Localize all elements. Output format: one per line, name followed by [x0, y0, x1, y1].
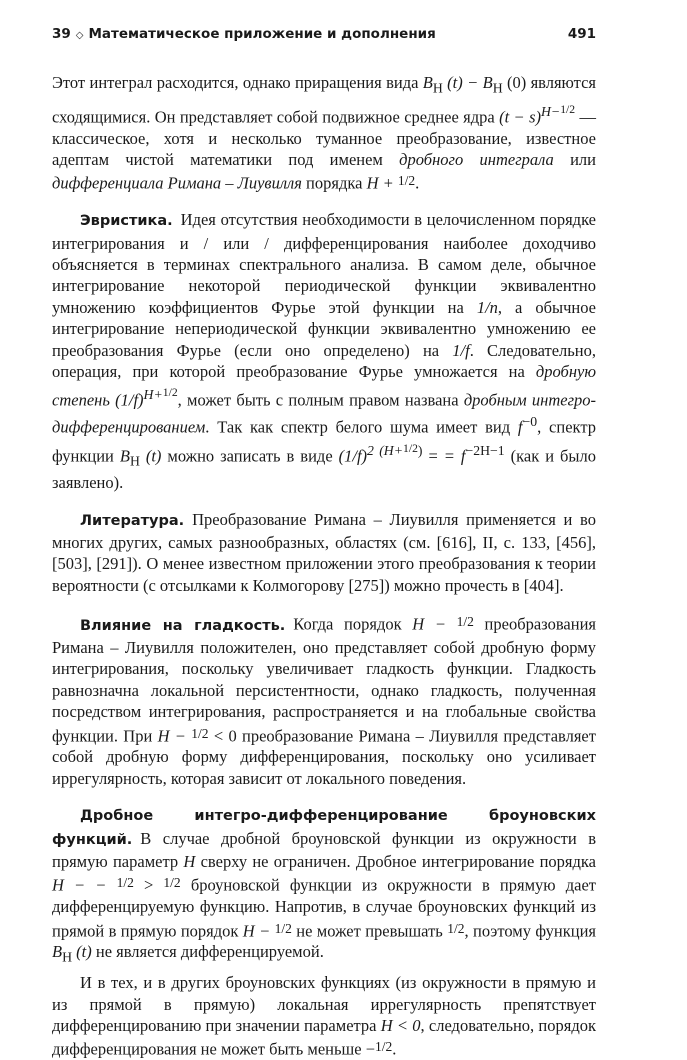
paragraph-heuristics: Эвристика. Идея отсутствия необходимости в целочисленном порядке интегрирования и / или / дифференцирования наиболее доходчиво объясняется в терминах спектрального анализа. В самом деле, обычное интегрирование некоторой периодической функции эквивалентно умножению коэффициентов Фурье этой функции на 1/n, а обычное интегрирование непериодической функции эквивалентно умножению ее преобразования Фурье (если оно определено) на 1/f. Следовательно, операция, при которой преобразование Фурье умножается на дробную степень $(1/f)^{H+^{1/2}}$, может быть с полным правом названа дробным интегро-дифференцированием. Так как спектр белого шума имеет вид $f^{-0}$, спектр функции $B_H$ (t) можно записать в виде $(1/f)^{2 (H+^{1/2})}$ = = $f^{-2H-1}$ (как и было заявлено).	[52, 210, 596, 493]
chapter-number: 39	[52, 26, 71, 42]
page	[52, 26, 596, 1060]
paragraph-final: И в тех, и в других броуновских функциях (из окружности в прямую и из прямой в прямую) локальная иррегулярность препятствует дифференцированию при значении параметра H < 0, следовательно, порядок дифференцирования не может быть меньше −$^{1/2}$.	[52, 973, 596, 1059]
header-left	[52, 26, 436, 42]
page-number: 491	[567, 26, 596, 42]
heuristics-heading: Эвристика.	[80, 213, 173, 230]
paragraph-fractional-brownian: Дробное интегро-дифференцирование броуновских функций. В случае дробной броуновской функции из окружности в прямую параметр H сверху не ограничен. Дробное интегрирование порядка H − − $^{1/2}$ > $^{1/2}$ броуновской функции из окружности в прямую дает дифференцируемую функцию. Напротив, в случае броуновских функций из прямой в прямую порядок H − $^{1/2}$ не может превышать $^{1/2}$, поэтому функция $B_H$ (t) не является дифференцируемой.	[52, 808, 597, 965]
paragraph-smoothness: Влияние на гладкость. Когда порядок H − $^{1/2}$ преобразования Римана – Лиувилля положителен, оно представляет собой дробную форму интегрирования, поскольку увеличивает гладкость функции. Гладкость равнозначна локальной персистентности, однако гладкость, полученная посредством интегрирования, распространяется и на глобальные свойства функции. При H − $^{1/2}$ < 0 преобразование Римана – Лиувилля представляет собой дробную форму дифференцирования, поскольку оно усиливает иррегулярность, которая зависит от локального поведения.	[52, 614, 596, 788]
diamond-icon: ◇	[75, 30, 84, 41]
paragraph-intro: Этот интеграл расходится, однако приращения вида $B_H$ $(t) - B_H$ (0) являются сходящимися. Он представляет собой подвижное среднее ядра $(t - s)^{H-^{1/2}}$ — классическое, хотя и несколько туманное преобразование, известное адептам чистой математики под именем дробного интеграла или дифференциала Римана – Лиувилля порядка H + $^{1/2}$.	[52, 73, 597, 193]
literature-heading: Литература.	[80, 512, 185, 529]
fractional-heading: Дробное интегро-дифференцирование броуновских функций.	[52, 808, 596, 848]
smoothness-heading: Влияние на гладкость.	[80, 617, 286, 634]
running-header	[52, 26, 596, 48]
paragraph-literature: Литература. Преобразование Римана – Лиувилля применяется и во многих других, самых разнообразных, областях (см. [616], II, с. 133, [456], [503], [291]). О менее известном приложении этого преобразования к теории вероятности (с отсылками к Колмогорову [275]) можно прочесть в [404].	[52, 509, 596, 595]
chapter-title: Математическое приложение и дополнения	[88, 26, 436, 42]
body-text	[52, 72, 596, 1060]
